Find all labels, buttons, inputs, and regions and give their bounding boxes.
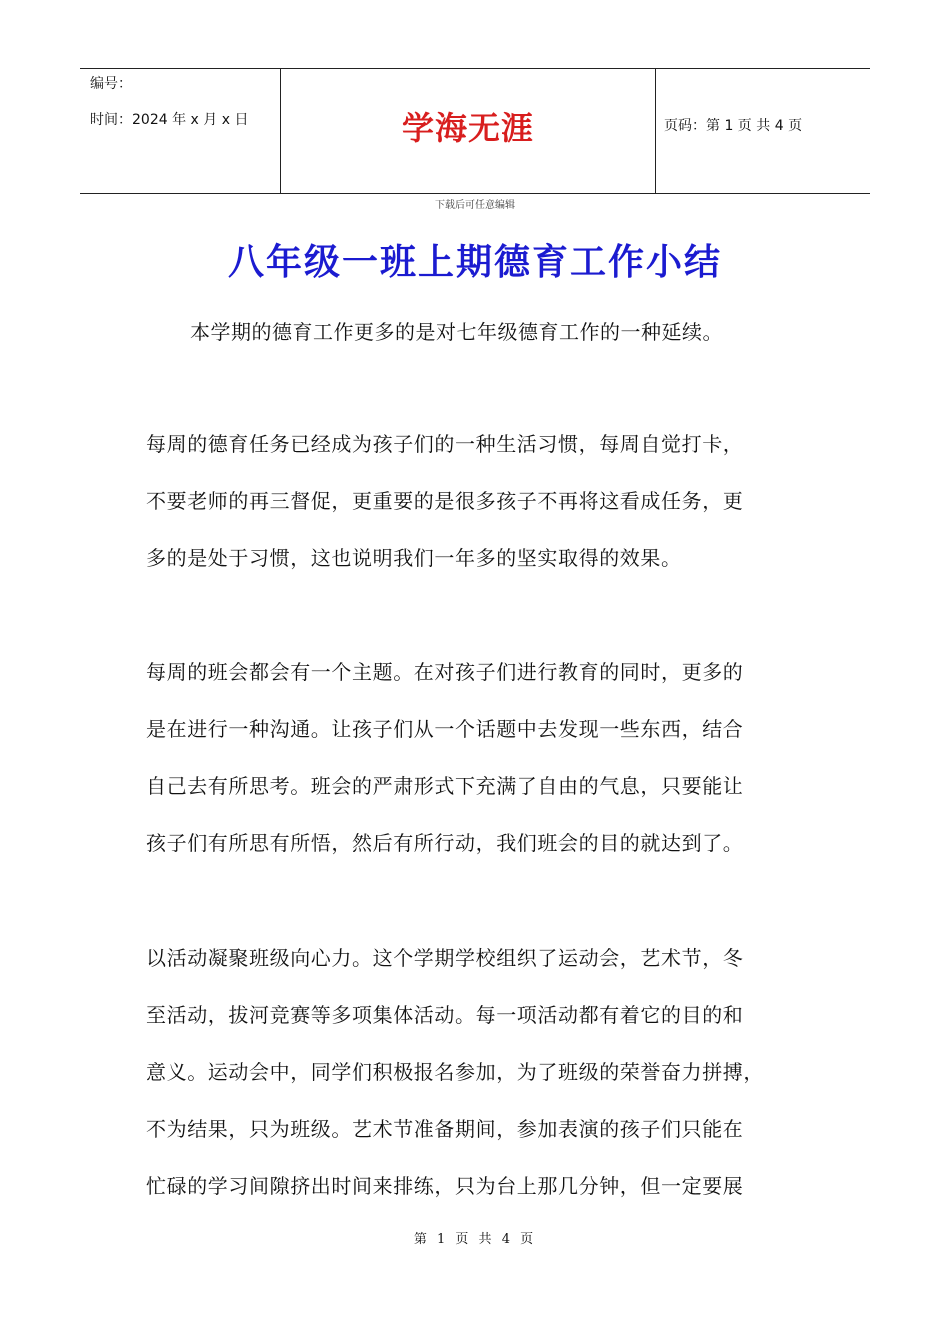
- paragraph-line: 自己去有所思考。班会的严肃形式下充满了自由的气息，只要能让: [146, 774, 744, 798]
- brand-title: 学海无涯: [401, 109, 534, 147]
- paragraph-line: 不要老师的再三督促，更重要的是很多孩子不再将这看成任务，更: [146, 489, 744, 513]
- header-left-cell: [80, 69, 280, 193]
- paragraph-line: 不为结果，只为班级。艺术节准备期间，参加表演的孩子们只能在: [146, 1117, 744, 1141]
- document-title: 八年级一班上期德育工作小结: [227, 241, 722, 283]
- paragraph-2: [146, 658, 826, 886]
- page-label: 页码：第 1 页 共 4 页: [664, 118, 803, 134]
- paragraph-line: 以活动凝聚班级向心力。这个学期学校组织了运动会，艺术节，冬: [146, 946, 744, 970]
- paragraph-line: 多的是处于习惯，这也说明我们一年多的坚实取得的效果。: [146, 546, 682, 570]
- header-brand-cell: [280, 69, 656, 193]
- page-footer: 第 1 页 共 4 页: [413, 1232, 537, 1247]
- time-label: 时间：2024 年 x 月 x 日: [90, 112, 249, 128]
- edit-note: 下载后可任意编辑: [435, 200, 515, 211]
- document-header: [80, 68, 870, 194]
- paragraph-1: [146, 430, 826, 601]
- header-right-cell: [654, 69, 870, 193]
- paragraph-line: 每周的德育任务已经成为孩子们的一种生活习惯，每周自觉打卡，: [146, 432, 744, 456]
- paragraph-line: 忙碌的学习间隙挤出时间来排练，只为台上那几分钟，但一定要展: [146, 1174, 744, 1198]
- paragraph-line: 每周的班会都会有一个主题。在对孩子们进行教育的同时，更多的: [146, 660, 744, 684]
- paragraph-line: 孩子们有所思有所悟，然后有所行动，我们班会的目的就达到了。: [146, 831, 744, 855]
- paragraph-3: [146, 944, 826, 1229]
- paragraph-line: 意义。运动会中，同学们积极报名参加，为了班级的荣誉奋力拼搏，: [146, 1060, 764, 1084]
- serial-label: 编号：: [90, 76, 132, 92]
- paragraph-line: 是在进行一种沟通。让孩子们从一个话题中去发现一些东西，结合: [146, 717, 744, 741]
- intro-paragraph: 本学期的德育工作更多的是对七年级德育工作的一种延续。: [190, 320, 723, 344]
- paragraph-line: 至活动，拔河竞赛等多项集体活动。每一项活动都有着它的目的和: [146, 1003, 744, 1027]
